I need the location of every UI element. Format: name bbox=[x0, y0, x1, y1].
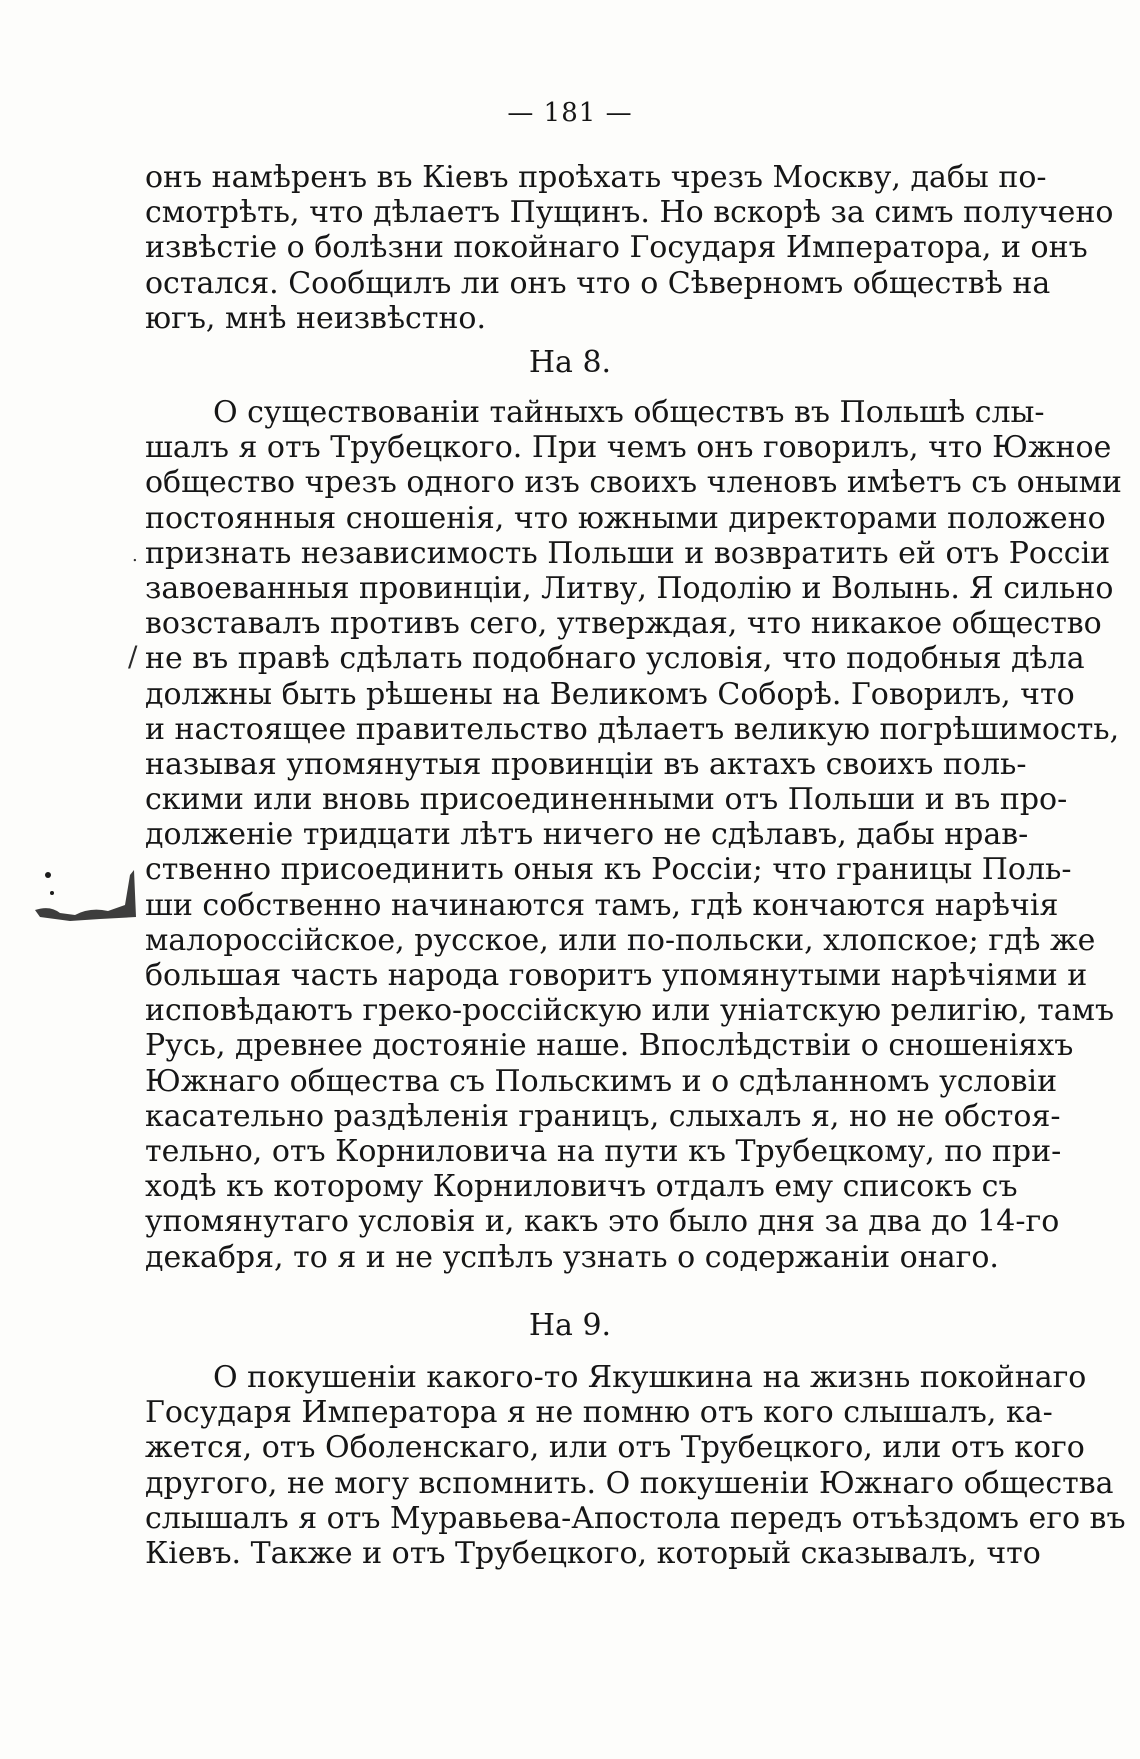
text-line: признать независимость Польши и возвратить ей отъ Россіи bbox=[145, 535, 1111, 571]
text-line: шалъ я отъ Трубецкого. При чемъ онъ говорилъ, что Южное bbox=[145, 430, 1112, 466]
text-line: называя упомянутыя провинціи въ актахъ своихъ поль- bbox=[145, 746, 1027, 782]
text-line: О покушеніи какого-то Якушкина на жизнь покойнаго bbox=[213, 1360, 1087, 1395]
text-line: постоянныя сношенія, что южными директорами положено bbox=[145, 500, 1106, 536]
section-heading-8: На 8. bbox=[528, 345, 612, 380]
text-line: упомянутаго условія и, какъ это было дня за два до 14-го bbox=[145, 1204, 1060, 1240]
text-line: другого, не могу вспомнить. О покушеніи Южнаго общества bbox=[145, 1465, 1114, 1501]
text-line: ходѣ къ которому Корниловичъ отдалъ ему списокъ съ bbox=[145, 1169, 1018, 1205]
text-line: Русь, древнее достояніе наше. Впослѣдствіи о сношеніяхъ bbox=[145, 1028, 1074, 1064]
text-line: жется, отъ Оболенскаго, или отъ Трубецкого, или отъ кого bbox=[145, 1430, 1085, 1466]
page-number: — 181 — bbox=[507, 98, 633, 128]
text-line: малороссійское, русское, или по-польски, хлопское; гдѣ же bbox=[145, 922, 1096, 958]
margin-dot-mark: . bbox=[132, 545, 138, 566]
text-line: долженіе тридцати лѣтъ ничего не сдѣлавъ, дабы нрав- bbox=[145, 817, 1029, 853]
text-line: ственно присоединить оныя къ Россіи; что границы Поль- bbox=[145, 852, 1072, 888]
text-line: завоеванныя провинціи, Литву, Подолію и Волынь. Я сильно bbox=[145, 570, 1114, 606]
text-line: и настоящее правительство дѣлаетъ великую погрѣшимость, bbox=[145, 711, 1120, 747]
text-line: Государя Императора я не помню отъ кого слышалъ, ка- bbox=[145, 1395, 1053, 1431]
section-8-body bbox=[145, 395, 1122, 1275]
text-line: слышалъ я отъ Муравьева-Апостола передъ отъѣздомъ его въ bbox=[145, 1500, 1126, 1536]
text-line: касательно раздѣленія границъ, слыхалъ я, но не обстоя- bbox=[145, 1098, 1061, 1134]
text-line: остался. Сообщилъ ли онъ что о Сѣверномъ обществѣ на bbox=[145, 265, 1051, 301]
text-line: декабря, то я и не успѣлъ узнать о содержаніи онаго. bbox=[145, 1239, 999, 1275]
paragraph-continuation bbox=[145, 160, 1114, 336]
text-line: онъ намѣренъ въ Кіевъ проѣхать чрезъ Москву, дабы по- bbox=[145, 160, 1047, 195]
text-line: О существованіи тайныхъ обществъ въ Польшѣ слы- bbox=[213, 395, 1045, 430]
text-line: должны быть рѣшены на Великомъ Соборѣ. Говорилъ, что bbox=[145, 676, 1075, 712]
section-heading-9: На 9. bbox=[528, 1308, 612, 1343]
text-line: не въ правѣ сдѣлать подобнаго условія, что подобныя дѣла bbox=[145, 641, 1085, 677]
text-line: общество чрезъ одного изъ своихъ членовъ имѣетъ съ оными bbox=[145, 465, 1122, 501]
text-line: исповѣдаютъ греко-россійскую или уніатскую религію, тамъ bbox=[145, 993, 1115, 1029]
text-line: скими или вновь присоединенными отъ Польши и въ про- bbox=[145, 782, 1068, 818]
text-line: югъ, мнѣ неизвѣстно. bbox=[145, 300, 487, 336]
text-line: извѣстіе о болѣзни покойнаго Государя Императора, и онъ bbox=[145, 230, 1088, 266]
text-line: Южнаго общества съ Польскимъ и о сдѣланномъ условіи bbox=[145, 1063, 1058, 1099]
margin-tick-mark: / bbox=[128, 640, 138, 673]
text-line: большая часть народа говоритъ упомянутыми нарѣчіями и bbox=[145, 958, 1088, 993]
text-line: ши собственно начинаются тамъ, гдѣ кончаются нарѣчія bbox=[145, 887, 1059, 923]
ink-blot-icon bbox=[30, 855, 150, 925]
text-line: смотрѣть, что дѣлаетъ Пущинъ. Но вскорѣ за симъ получено bbox=[145, 195, 1114, 231]
text-line: тельно, отъ Корниловича на пути къ Трубецкому, по при- bbox=[145, 1133, 1062, 1169]
text-line: возставалъ противъ сего, утверждая, что никакое общество bbox=[145, 606, 1102, 642]
text-line: Кіевъ. Также и отъ Трубецкого, который сказывалъ, что bbox=[145, 1535, 1041, 1571]
section-9-body bbox=[145, 1360, 1126, 1571]
